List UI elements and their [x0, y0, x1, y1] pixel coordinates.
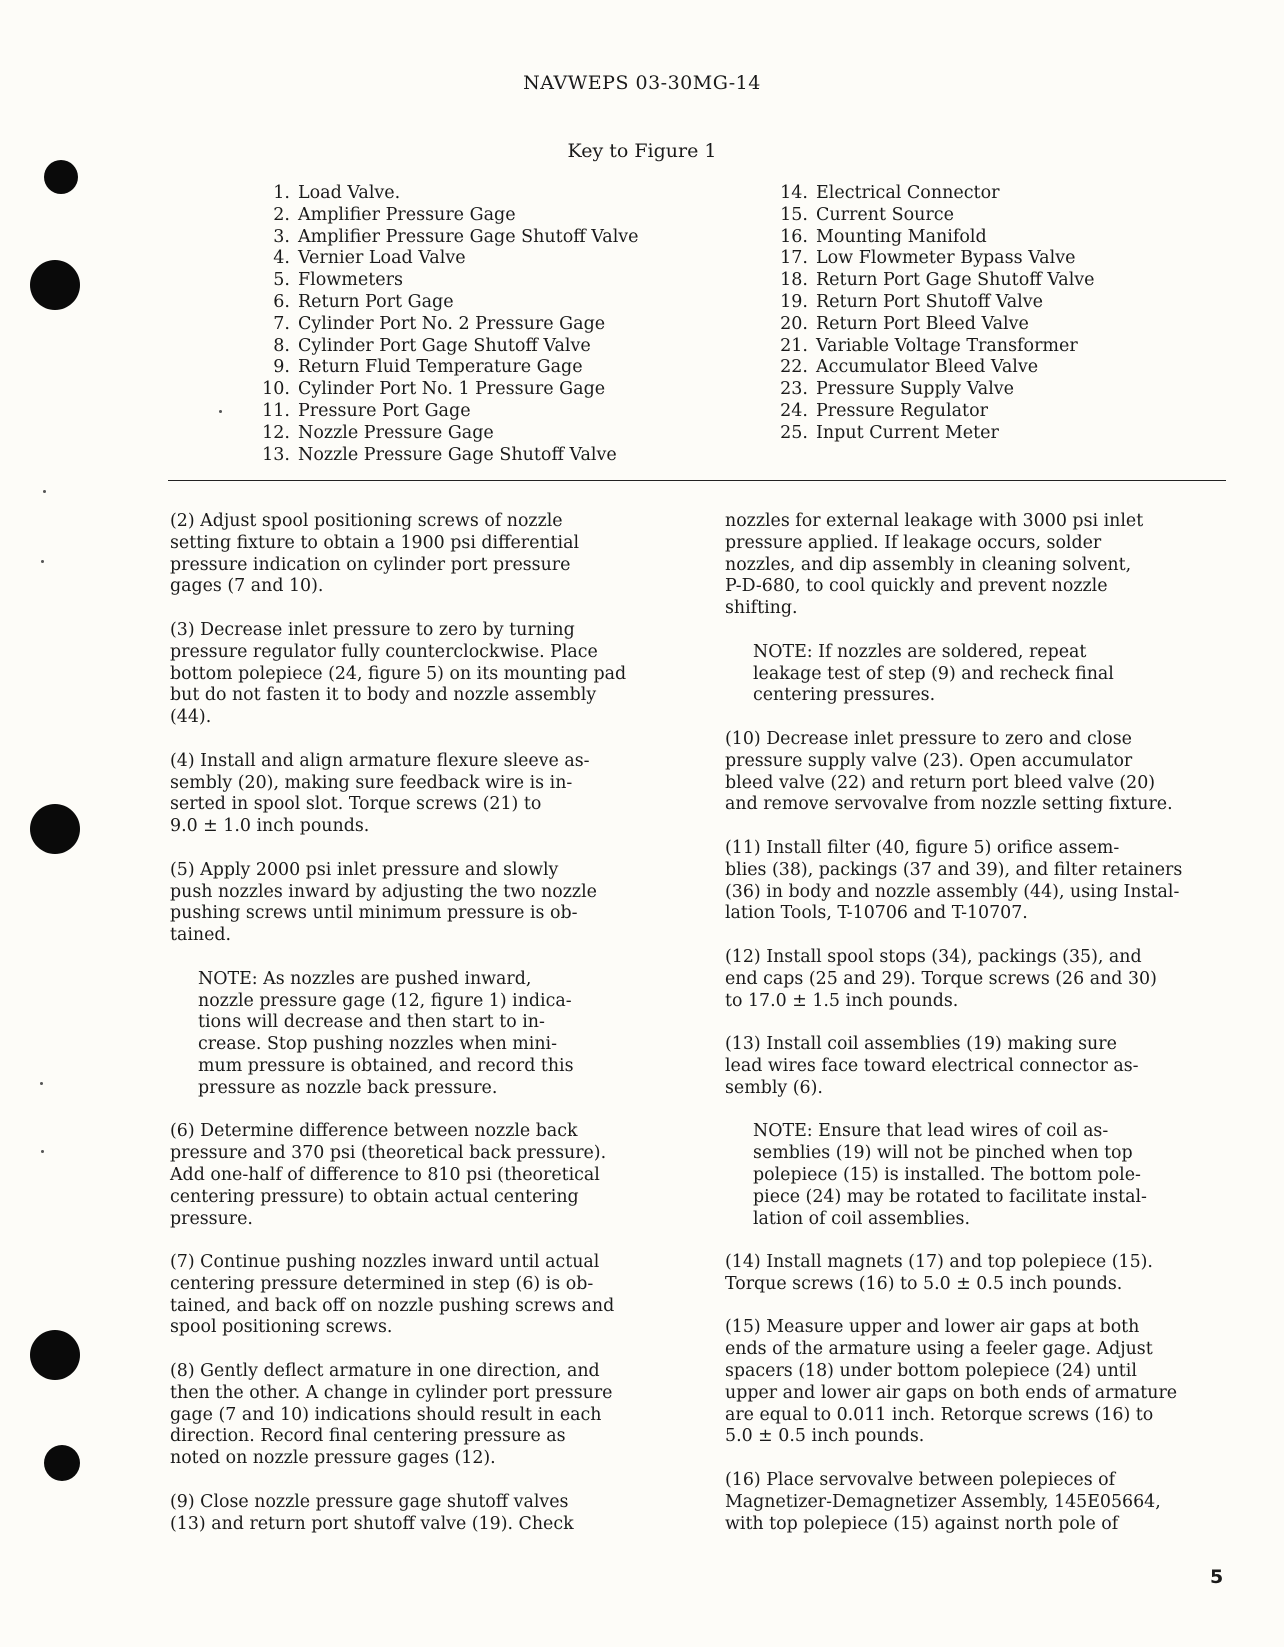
key-item [770, 336, 1190, 358]
step-paragraph: (10) Decrease inlet pressure to zero and close pressure supply valve (23). Open accumulator bleed valve (22) and return port bleed valve (20) and remove servovalve from nozzle setting fixture. [725, 728, 1173, 815]
key-item [252, 445, 712, 467]
key-item [252, 227, 712, 249]
key-item-number: 7. [273, 313, 290, 334]
key-item-label: Pressure Regulator [816, 400, 988, 421]
section-divider [168, 480, 1226, 481]
binder-hole-4 [30, 1330, 80, 1380]
key-item-label: Current Source [816, 204, 954, 225]
key-item-label: Return Port Gage [298, 291, 454, 312]
step-paragraph: (12) Install spool stops (34), packings (35), and end caps (25 and 29). Torque screws (26 and 30) to 17.0 ± 1.5 inch pounds. [725, 946, 1157, 1011]
key-item [252, 183, 712, 205]
key-item [252, 357, 712, 379]
key-item-number: 1. [273, 183, 290, 203]
key-item [252, 423, 712, 445]
key-item-label: Mounting Manifold [816, 226, 987, 247]
key-item-number: 6. [273, 291, 290, 312]
key-item-label: Cylinder Port No. 1 Pressure Gage [298, 379, 606, 400]
step-paragraph: (7) Continue pushing nozzles inward until actual centering pressure determined in step (6) is ob- tained, and back off on nozzle pushing screws and spool positioning screws. [170, 1252, 615, 1338]
key-item-label: Nozzle Pressure Gage [298, 422, 494, 443]
step-paragraph: (14) Install magnets (17) and top polepiece (15). Torque screws (16) to 5.0 ± 0.5 inch pounds. [725, 1252, 1153, 1294]
key-item-number: 13. [262, 444, 290, 465]
step-paragraph: nozzles for external leakage with 3000 psi inlet pressure applied. If leakage occurs, solder nozzles, and dip assembly in cleaning solvent, P-D-680, to cool quickly and prevent nozzle shifting. [725, 511, 1144, 619]
binder-hole-1 [44, 160, 78, 194]
key-item-number: 20. [780, 313, 808, 334]
step-paragraph: (16) Place servovalve between polepieces of Magnetizer-Demagnetizer Assembly, 145E05664, with top polepiece (15) against north pole of [725, 1470, 1161, 1534]
key-item-number: 24. [780, 400, 808, 421]
key-item-number: 8. [273, 335, 290, 356]
key-item-label: Amplifier Pressure Gage [298, 204, 516, 225]
key-item-number: 16. [780, 226, 808, 247]
key-item-label: Pressure Port Gage [298, 400, 471, 421]
scan-speck [41, 560, 44, 563]
key-item [770, 292, 1190, 314]
key-item-label: Nozzle Pressure Gage Shutoff Valve [298, 444, 617, 465]
key-item [252, 270, 712, 292]
key-item [770, 357, 1190, 379]
key-item-number: 12. [262, 422, 290, 443]
key-item-number: 19. [780, 291, 808, 312]
key-item [252, 205, 712, 227]
step-paragraph: (15) Measure upper and lower air gaps at both ends of the armature using a feeler gage. Adjust spacers (18) under bottom polepiece (24) until upper and lower air gaps on both ends of armature are equal to 0.011 inch. Retorque screws (16) to 5.0 ± 0.5 inch pounds. [725, 1317, 1178, 1447]
document-header: NAVWEPS 03-30MG-14 [523, 72, 761, 94]
key-item-number: 22. [780, 357, 808, 378]
binder-hole-3 [30, 804, 80, 854]
note-paragraph: NOTE: As nozzles are pushed inward, nozzle pressure gage (12, figure 1) indica- tions will decrease and then start to in- crease. Stop pushing nozzles when mini- mum pressure is obtained, and record this pressure as nozzle back pressure. [198, 968, 574, 1098]
binder-hole-5 [44, 1445, 80, 1481]
binder-hole-2 [30, 260, 80, 310]
key-item-label: Flowmeters [298, 270, 403, 291]
step-paragraph: (3) Decrease inlet pressure to zero by turning pressure regulator fully counterclockwise. Place bottom polepiece (24, figure 5) on its mounting pad but do not fasten it to body and nozzle assembly (44). [170, 619, 627, 728]
key-item-label: Amplifier Pressure Gage Shutoff Valve [298, 226, 639, 247]
key-item [252, 248, 712, 270]
key-item-number: 3. [273, 226, 290, 247]
key-item-label: Return Port Shutoff Valve [816, 291, 1043, 312]
key-item-number: 17. [780, 248, 808, 269]
key-item-label: Variable Voltage Transformer [816, 335, 1078, 356]
key-item [770, 270, 1190, 292]
scan-speck [41, 1150, 44, 1153]
page-number: 5 [1210, 1566, 1224, 1588]
key-item-label: Low Flowmeter Bypass Valve [816, 248, 1076, 269]
key-item-number: 9. [273, 357, 290, 378]
key-item [770, 314, 1190, 336]
key-item-label: Pressure Supply Valve [816, 379, 1015, 400]
key-item-number: 11. [262, 400, 290, 421]
key-item-number: 25. [780, 422, 808, 443]
key-item-number: 4. [273, 248, 290, 269]
key-item-label: Load Valve. [298, 183, 401, 203]
key-item [770, 205, 1190, 227]
key-item-label: Return Fluid Temperature Gage [298, 357, 583, 378]
key-item-label: Return Port Bleed Valve [816, 313, 1029, 334]
step-paragraph: (13) Install coil assemblies (19) making sure lead wires face toward electrical connector as- sembly (6). [725, 1034, 1139, 1098]
scan-speck [43, 490, 46, 493]
key-list-right [770, 183, 1190, 445]
key-list-left [252, 183, 712, 466]
key-item [252, 314, 712, 336]
step-paragraph: (4) Install and align armature flexure sleeve as- sembly (20), making sure feedback wire is in- serted in spool slot. Torque screws (21) to 9.0 ± 1.0 inch pounds. [170, 750, 590, 837]
key-item-number: 2. [273, 204, 290, 225]
key-item-number: 23. [780, 379, 808, 400]
key-item [770, 423, 1190, 445]
scan-speck [40, 1082, 43, 1085]
key-title: Key to Figure 1 [567, 140, 717, 162]
step-paragraph: (9) Close nozzle pressure gage shutoff valves (13) and return port shutoff valve (19). Check [170, 1491, 574, 1534]
step-paragraph: (6) Determine difference between nozzle back pressure and 370 psi (theoretical back pressure). Add one-half of difference to 810 psi (theoretical centering pressure) to obtain actual centering pressure. [170, 1121, 607, 1229]
note-paragraph: NOTE: Ensure that lead wires of coil as- semblies (19) will not be pinched when top polepiece (15) is installed. The bottom pole- piece (24) may be rotated to facilitate instal- lation of coil assemblies. [753, 1121, 1147, 1229]
step-paragraph: (5) Apply 2000 psi inlet pressure and slowly push nozzles inward by adjusting the two nozzle pushing screws until minimum pressure is ob- tained. [170, 859, 597, 946]
key-item-number: 10. [262, 379, 290, 400]
key-item [252, 401, 712, 423]
key-item [770, 183, 1190, 205]
key-item [770, 401, 1190, 423]
key-item [252, 379, 712, 401]
key-item-number: 18. [780, 270, 808, 291]
key-item [252, 336, 712, 358]
key-item [252, 292, 712, 314]
key-item-number: 14. [780, 183, 808, 203]
key-item-label: Cylinder Port No. 2 Pressure Gage [298, 313, 606, 334]
step-paragraph: (11) Install filter (40, figure 5) orifice assem- blies (38), packings (37 and 39), and filter retainers (36) in body and nozzle assembly (44), using Instal- lation Tools, T-10706 and T-10707. [725, 837, 1183, 924]
key-item-label: Return Port Gage Shutoff Valve [816, 270, 1095, 291]
key-item [770, 379, 1190, 401]
text-column-right [725, 511, 1231, 1557]
key-item-label: Cylinder Port Gage Shutoff Valve [298, 335, 591, 356]
key-item-label: Accumulator Bleed Valve [816, 357, 1039, 378]
note-paragraph: NOTE: If nozzles are soldered, repeat leakage test of step (9) and recheck final centering pressures. [753, 641, 1114, 706]
key-item-label: Input Current Meter [816, 422, 999, 443]
key-item-number: 21. [780, 335, 808, 356]
step-paragraph: (2) Adjust spool positioning screws of nozzle setting fixture to obtain a 1900 psi differential pressure indication on cylinder port pressure gages (7 and 10). [170, 511, 580, 597]
step-paragraph: (8) Gently deflect armature in one direction, and then the other. A change in cylinder port pressure gage (7 and 10) indications should result in each direction. Record final centering pressure as noted on nozzle pressure gages (12). [170, 1361, 613, 1469]
key-item-number: 5. [273, 270, 290, 291]
key-item [770, 248, 1190, 270]
key-item [770, 227, 1190, 249]
scan-speck [219, 410, 222, 413]
text-column-left [170, 511, 670, 1557]
key-item-label: Electrical Connector [816, 183, 1000, 203]
key-item-number: 15. [780, 204, 808, 225]
key-item-label: Vernier Load Valve [298, 248, 466, 269]
